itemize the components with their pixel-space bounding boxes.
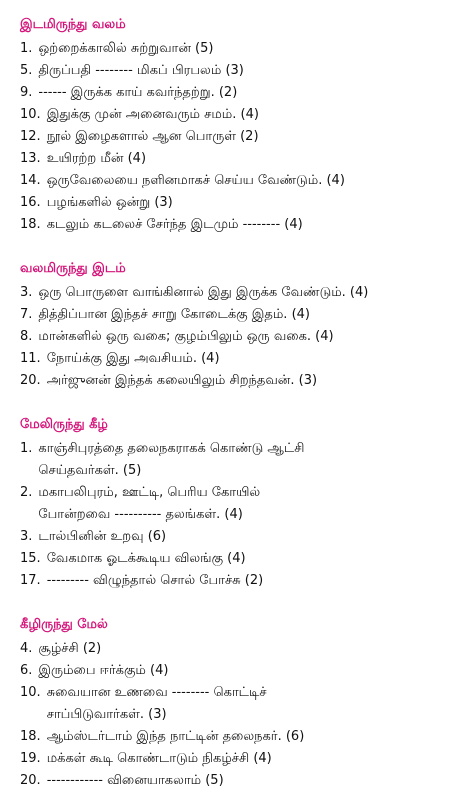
clue-number: 8. <box>20 329 33 344</box>
section-right-to-left <box>20 260 450 392</box>
clue-item <box>20 304 450 326</box>
clue-item <box>20 438 450 482</box>
clue-item <box>20 748 450 770</box>
clue-text: --------- விழுந்தால் சொல் போச்சு (2) <box>46 573 264 588</box>
clue-item <box>20 214 450 236</box>
clue-item <box>20 726 450 748</box>
clue-text: ------ இருக்க காய் கவர்ந்தற்று. (2) <box>38 85 238 100</box>
clue-text: நோய்க்கு இது அவசியம். (4) <box>46 351 220 366</box>
clue-text: திருப்பதி -------- மிகப் பிரபலம் (3) <box>38 63 244 78</box>
clue-text: மகாபலிபுரம், ஊட்டி, பெரிய கோயில் <box>38 485 261 500</box>
clue-text: காஞ்சிபுரத்தை தலைநகராகக் கொண்டு ஆட்சி <box>38 441 305 456</box>
clue-item <box>20 682 450 726</box>
clue-text-continued: போன்றவை ---------- தலங்கள். (4) <box>38 507 243 522</box>
clue-item <box>20 38 450 60</box>
clue-item <box>20 192 450 214</box>
clue-item <box>20 148 450 170</box>
section-heading: வலமிருந்து இடம் <box>20 261 126 276</box>
clue-text: வேகமாக ஓடக்கூடிய விலங்கு (4) <box>46 551 246 566</box>
clue-number: 3. <box>20 285 33 300</box>
clue-item <box>20 82 450 104</box>
clue-item <box>20 326 450 348</box>
section-heading: மேலிருந்து கீழ் <box>20 417 108 432</box>
clue-item <box>20 526 450 548</box>
clue-number: 11. <box>20 351 41 366</box>
clue-item <box>20 282 450 304</box>
clue-number: 1. <box>20 41 33 56</box>
clue-item <box>20 770 450 792</box>
clue-item <box>20 104 450 126</box>
section-across <box>20 16 450 236</box>
clue-number: 18. <box>20 217 41 232</box>
clue-number: 18. <box>20 729 41 744</box>
clue-number: 7. <box>20 307 33 322</box>
section-down <box>20 416 450 592</box>
clue-text: மான்களில் ஒரு வகை; குழம்பிலும் ஒரு வகை. (4) <box>38 329 334 344</box>
clue-text: ஆம்ஸ்டர்டாம் இந்த நாட்டின் தலைநகர். (6) <box>46 729 305 744</box>
clue-number: 20. <box>20 373 41 388</box>
clue-number: 9. <box>20 85 33 100</box>
clue-text: இதுக்கு முன் அனைவரும் சமம். (4) <box>46 107 259 122</box>
clue-text: கடலும் கடலைச் சேர்ந்த இடமும் -------- (4) <box>46 217 303 232</box>
clue-number: 16. <box>20 195 41 210</box>
clue-number: 10. <box>20 685 41 700</box>
clue-item <box>20 548 450 570</box>
clue-item <box>20 348 450 370</box>
clue-text: ஒருவேலையை நளினமாகச் செய்ய வேண்டும். (4) <box>46 173 345 188</box>
clue-item <box>20 660 450 682</box>
section-heading: இடமிருந்து வலம் <box>20 17 126 32</box>
clue-number: 6. <box>20 663 33 678</box>
clue-item <box>20 370 450 392</box>
clue-text-continued: செய்தவர்கள். (5) <box>38 463 142 478</box>
clue-number: 3. <box>20 529 33 544</box>
clue-number: 20. <box>20 773 41 788</box>
clue-text: அர்ஜுனன் இந்தக் கலையிலும் சிறந்தவன். (3) <box>46 373 318 388</box>
clue-item <box>20 60 450 82</box>
clue-text: நூல் இழைகளால் ஆன பொருள் (2) <box>46 129 259 144</box>
clue-item <box>20 170 450 192</box>
clue-text: சூழ்ச்சி (2) <box>38 641 102 656</box>
clue-number: 5. <box>20 63 33 78</box>
clue-text: ஒரு பொருளை வாங்கினால் இது இருக்க வேண்டும். (4) <box>38 285 369 300</box>
clue-number: 13. <box>20 151 41 166</box>
clue-number: 4. <box>20 641 33 656</box>
clue-item <box>20 482 450 526</box>
clue-item <box>20 638 450 660</box>
section-heading: கீழிருந்து மேல் <box>20 617 108 632</box>
clue-number: 15. <box>20 551 41 566</box>
clue-item <box>20 126 450 148</box>
clue-text: மக்கள் கூடி கொண்டாடும் நிகழ்ச்சி (4) <box>46 751 272 766</box>
clue-number: 2. <box>20 485 33 500</box>
clue-text-continued: சாப்பிடுவார்கள். (3) <box>46 707 167 722</box>
clue-number: 1. <box>20 441 33 456</box>
clue-text: பழங்களில் ஒன்று (3) <box>46 195 173 210</box>
section-up <box>20 616 450 792</box>
clue-text: தித்திப்பான இந்தச் சாறு கோடைக்கு இதம். (4) <box>38 307 310 322</box>
clue-number: 12. <box>20 129 41 144</box>
clue-number: 10. <box>20 107 41 122</box>
clue-text: உயிரற்ற மீன் (4) <box>46 151 147 166</box>
clue-number: 14. <box>20 173 41 188</box>
clue-text: டால்பினின் உறவு (6) <box>38 529 167 544</box>
clue-text: ------------ வினையாகலாம் (5) <box>46 773 224 788</box>
clue-number: 19. <box>20 751 41 766</box>
clue-text: சுவையான உணவை -------- கொட்டிச் <box>46 685 267 700</box>
clue-item <box>20 570 450 592</box>
clue-number: 17. <box>20 573 41 588</box>
clue-text: ஒற்றைக்காலில் சுற்றுவான் (5) <box>38 41 214 56</box>
clue-text: இரும்பை ஈர்க்கும் (4) <box>38 663 169 678</box>
